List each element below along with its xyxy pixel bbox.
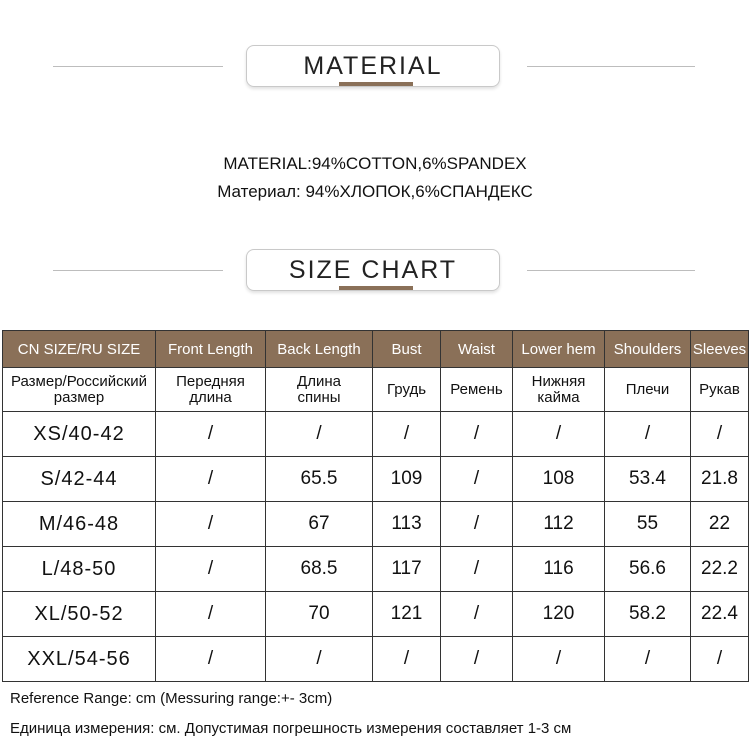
size-label-cell: XS/40-42 (3, 412, 156, 457)
header-ru-line: Ремень (450, 380, 503, 398)
measurement-cell: / (441, 412, 513, 457)
measurement-cell: 53.4 (605, 457, 691, 502)
header-row-ru (3, 368, 749, 412)
measurement-cell: / (441, 547, 513, 592)
table-row (3, 502, 749, 547)
header-divider-left (53, 270, 223, 271)
header-ru-cell (373, 368, 441, 412)
size-chart-body (3, 368, 749, 682)
measurement-cell: 55 (605, 502, 691, 547)
title-accent-bar (339, 82, 413, 86)
measurement-cell: 116 (513, 547, 605, 592)
measurement-cell: / (156, 547, 266, 592)
measurement-cell: / (513, 637, 605, 682)
material-title-box (246, 45, 500, 87)
header-ru-line: Грудь (386, 380, 427, 398)
header-row-en (3, 331, 749, 368)
measurement-cell: 113 (373, 502, 441, 547)
size-notes (10, 684, 745, 744)
measurement-cell: / (441, 457, 513, 502)
title-accent-bar (339, 286, 413, 290)
measurement-cell: / (513, 412, 605, 457)
header-cell: Back Length (266, 331, 373, 368)
header-ru-line: Рукав (699, 380, 740, 398)
measurement-cell: 121 (373, 592, 441, 637)
header-ru-line: спины (297, 388, 341, 406)
header-ru-cell (156, 368, 266, 412)
reference-range-note-ru: Единица измерения: см. Допустимая погрешность измерения составляет 1-3 см (10, 720, 572, 737)
header-ru-line: Плечи (625, 380, 670, 398)
measurement-cell: 120 (513, 592, 605, 637)
header-cell: Shoulders (605, 331, 691, 368)
table-row (3, 547, 749, 592)
header-cell: Sleeves (691, 331, 749, 368)
measurement-cell: / (691, 412, 749, 457)
size-chart-title: SIZE CHART (288, 255, 458, 284)
measurement-cell: / (156, 412, 266, 457)
measurement-cell: / (156, 592, 266, 637)
measurement-cell: 109 (373, 457, 441, 502)
header-ru-line: длина (189, 388, 232, 406)
size-label-cell: S/42-44 (3, 457, 156, 502)
header-ru-cell (266, 368, 373, 412)
header-cell: Waist (441, 331, 513, 368)
header-ru-cell (3, 368, 156, 412)
header-ru-line: Размер/Российский (11, 372, 147, 390)
size-label-cell: M/46-48 (3, 502, 156, 547)
size-chart-title-box (246, 249, 500, 291)
size-label-cell: XXL/54-56 (3, 637, 156, 682)
header-ru-cell (441, 368, 513, 412)
measurement-cell: / (441, 502, 513, 547)
material-info (0, 150, 750, 206)
material-title: MATERIAL (303, 51, 443, 80)
measurement-cell: 58.2 (605, 592, 691, 637)
measurement-cell: 70 (266, 592, 373, 637)
measurement-cell: / (691, 637, 749, 682)
measurement-cell: 117 (373, 547, 441, 592)
table-row (3, 637, 749, 682)
table-row (3, 412, 749, 457)
header-divider-right (527, 270, 695, 271)
header-ru-line: размер (53, 388, 105, 406)
measurement-cell: / (156, 457, 266, 502)
measurement-cell: / (156, 637, 266, 682)
size-chart-table (2, 330, 749, 682)
header-cell: Lower hem (513, 331, 605, 368)
header-ru-line: Нижняя (531, 372, 586, 390)
measurement-cell: 56.6 (605, 547, 691, 592)
measurement-cell: 65.5 (266, 457, 373, 502)
measurement-cell: 108 (513, 457, 605, 502)
measurement-cell: / (266, 637, 373, 682)
measurement-cell: 21.8 (691, 457, 749, 502)
header-cell: Front Length (156, 331, 266, 368)
header-ru-line: Длина (297, 372, 341, 390)
measurement-cell: / (441, 592, 513, 637)
measurement-cell: / (156, 502, 266, 547)
measurement-cell: / (373, 637, 441, 682)
material-line-en: MATERIAL:94%COTTON,6%SPANDEX (223, 154, 527, 173)
measurement-cell: 22 (691, 502, 749, 547)
measurement-cell: 22.2 (691, 547, 749, 592)
measurement-cell: / (605, 637, 691, 682)
measurement-cell: / (441, 637, 513, 682)
header-ru-line: кайма (537, 388, 580, 406)
size-label-cell: XL/50-52 (3, 592, 156, 637)
measurement-cell: / (373, 412, 441, 457)
table-row (3, 457, 749, 502)
reference-range-note: Reference Range: cm (Messuring range:+- 3cm) (10, 690, 333, 707)
header-cell: Bust (373, 331, 441, 368)
measurement-cell: 67 (266, 502, 373, 547)
material-section-header (0, 45, 750, 89)
header-ru-line: Передняя (176, 372, 245, 390)
size-chart-section-header (0, 249, 750, 293)
measurement-cell: 112 (513, 502, 605, 547)
table-row (3, 592, 749, 637)
measurement-cell: / (266, 412, 373, 457)
header-ru-cell (691, 368, 749, 412)
measurement-cell: 22.4 (691, 592, 749, 637)
header-divider-right (527, 66, 695, 67)
header-divider-left (53, 66, 223, 67)
header-ru-cell (605, 368, 691, 412)
material-line-ru: Материал: 94%ХЛОПОК,6%СПАНДЕКС (217, 182, 533, 201)
measurement-cell: / (605, 412, 691, 457)
header-cell: CN SIZE/RU SIZE (3, 331, 156, 368)
header-ru-cell (513, 368, 605, 412)
size-label-cell: L/48-50 (3, 547, 156, 592)
measurement-cell: 68.5 (266, 547, 373, 592)
